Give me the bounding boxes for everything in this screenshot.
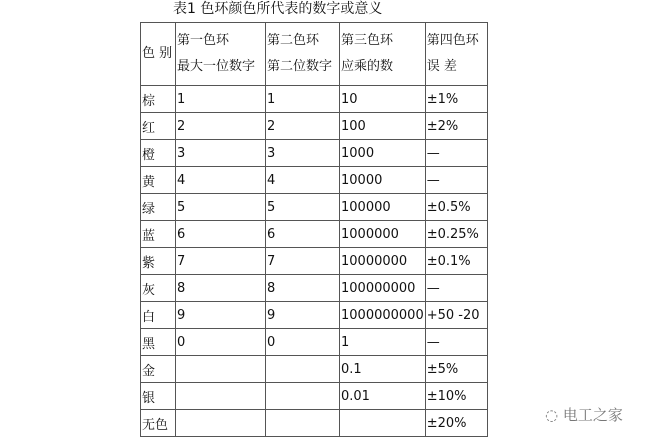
watermark-text: 电工之家: [562, 406, 623, 424]
table-cell: 0: [266, 329, 340, 356]
table-cell: 10000000: [340, 248, 426, 275]
table-cell: 6: [266, 221, 340, 248]
table-cell: 3: [266, 140, 340, 167]
table-cell: [340, 410, 426, 437]
table-row: [141, 86, 488, 113]
table-cell: —: [425, 275, 487, 302]
table-cell: 无色: [141, 410, 176, 437]
header-line: 最大一位数字: [177, 59, 256, 74]
header-line: 应乘的数: [341, 59, 394, 74]
table-cell: ±5%: [425, 356, 487, 383]
header-row: [141, 23, 488, 86]
table-cell: ±10%: [425, 383, 487, 410]
table-cell: 黄: [141, 167, 176, 194]
table-cell: 白: [141, 302, 176, 329]
table-cell: 8: [266, 275, 340, 302]
header-cell: [425, 23, 487, 86]
table-row: [141, 383, 488, 410]
table-cell: 橙: [141, 140, 176, 167]
table-cell: +50 -20: [425, 302, 487, 329]
table-row: [141, 221, 488, 248]
table-cell: 黑: [141, 329, 176, 356]
table-cell: 0: [176, 329, 266, 356]
table-cell: 10000: [340, 167, 426, 194]
table-cell: 4: [176, 167, 266, 194]
table-cell: 金: [141, 356, 176, 383]
table-cell: ±0.5%: [425, 194, 487, 221]
color-ring-table: [140, 22, 488, 437]
watermark: [545, 404, 623, 425]
table-cell: 3: [176, 140, 266, 167]
header-line: 第一色环: [177, 33, 230, 48]
table-row: [141, 329, 488, 356]
header-cell: [266, 23, 340, 86]
table-row: [141, 113, 488, 140]
table-cell: 8: [176, 275, 266, 302]
table-cell: 5: [176, 194, 266, 221]
table-cell: [266, 383, 340, 410]
table-cell: [176, 410, 266, 437]
table-row: [141, 248, 488, 275]
table-cell: 9: [266, 302, 340, 329]
table-row: [141, 140, 488, 167]
table-row: [141, 275, 488, 302]
header-line: 第四色环: [426, 33, 479, 48]
table-cell: 1: [176, 86, 266, 113]
header-line: 色 别: [142, 46, 173, 61]
table-cell: 2: [176, 113, 266, 140]
table-cell: 棕: [141, 86, 176, 113]
table-cell: 绿: [141, 194, 176, 221]
table-cell: 红: [141, 113, 176, 140]
table-cell: 1000000: [340, 221, 426, 248]
table-title: 表1 色环颜色所代表的数字或意义: [173, 1, 383, 17]
header-line: 第三色环: [341, 33, 394, 48]
table-cell: ±20%: [425, 410, 487, 437]
table-cell: 100000000: [340, 275, 426, 302]
table-cell: 紫: [141, 248, 176, 275]
table-cell: 9: [176, 302, 266, 329]
header-line: 第二色环: [267, 33, 320, 48]
table-row: [141, 410, 488, 437]
table-cell: 灰: [141, 275, 176, 302]
table-row: [141, 302, 488, 329]
table-cell: 银: [141, 383, 176, 410]
table-cell: 7: [176, 248, 266, 275]
table-cell: 1000000000: [340, 302, 426, 329]
table-row: [141, 356, 488, 383]
header-cell: [340, 23, 426, 86]
table-cell: 6: [176, 221, 266, 248]
table-cell: 2: [266, 113, 340, 140]
table-cell: —: [425, 167, 487, 194]
table-cell: ±0.25%: [425, 221, 487, 248]
table-cell: 0.01: [340, 383, 426, 410]
table-cell: 0.1: [340, 356, 426, 383]
table-row: [141, 167, 488, 194]
table-cell: 4: [266, 167, 340, 194]
table-row: [141, 194, 488, 221]
table-cell: 1: [340, 329, 426, 356]
table-cell: 1: [266, 86, 340, 113]
table-cell: —: [425, 329, 487, 356]
table-cell: ±2%: [425, 113, 487, 140]
table-cell: 100000: [340, 194, 426, 221]
header-line: 第二位数字: [267, 59, 333, 74]
table-cell: [266, 410, 340, 437]
table-cell: 7: [266, 248, 340, 275]
table-cell: 100: [340, 113, 426, 140]
table-cell: [176, 383, 266, 410]
table-cell: 5: [266, 194, 340, 221]
table-cell: 蓝: [141, 221, 176, 248]
table-cell: —: [425, 140, 487, 167]
wechat-icon: ◌: [545, 406, 563, 424]
table-cell: [176, 356, 266, 383]
header-line: 误 差: [426, 59, 457, 74]
table-cell: [266, 356, 340, 383]
table-cell: ±0.1%: [425, 248, 487, 275]
table-cell: ±1%: [425, 86, 487, 113]
header-cell: [176, 23, 266, 86]
header-cell: [141, 23, 176, 86]
table-cell: 1000: [340, 140, 426, 167]
table-cell: 10: [340, 86, 426, 113]
